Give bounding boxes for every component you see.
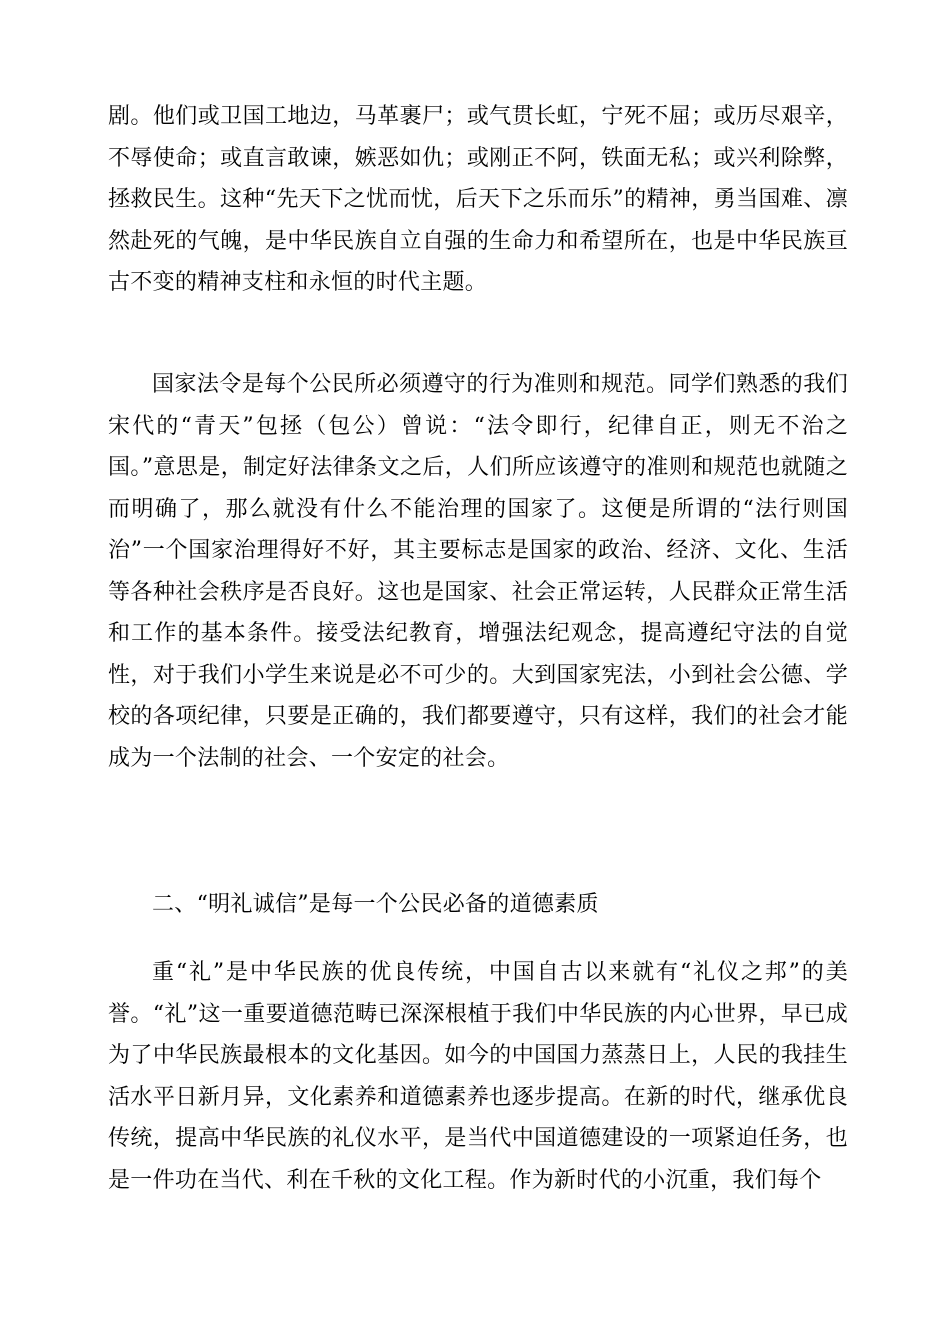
- paragraph-1: 剧。他们或卫国工地边，马革裹尸；或气贯长虹，宁死不屈；或历尽艰辛，不辱使命；或直言敢谏，嫉恶如仇；或刚正不阿，铁面无私；或兴利除弊，拯救民生。这种“先天下之忧而忧，后天下之乐而乐”的精神，勇当国难、凛然赴死的气魄，是中华民族自立自强的生命力和希望所在，也是中华民族亘古不变的精神支柱和永恒的时代主题。: [108, 104, 848, 295]
- paragraph-3: 重“礼”是中华民族的优良传统，中国自古以来就有“礼仪之邦”的美誉。“礼”这一重要道德范畴已深深根植于我们中华民族的内心世界，早已成为了中华民族最根本的文化基因。如今的中国国力蒸蒸日上，人民的我挂生活水平日新月异，文化素养和道德素养也逐步提高。在新的时代，继承优良传统，提高中华民族的礼仪水平，是当代中国道德建设的一项紧迫任务，也是一件功在当代、利在千秋的文化工程。作为新时代的小沉重，我们每个: [108, 960, 848, 1193]
- section-heading: 二、“明礼诚信”是每一个公民必备的道德素质: [152, 892, 599, 917]
- paragraph-2: 国家法令是每个公民所必须遵守的行为准则和规范。同学们熟悉的我们宋代的“青天”包拯（包公）曾说：“法令即行，纪律自正，则无不治之国。”意思是，制定好法律条文之后，人们所应该遵守的准则和规范也就随之而明确了，那么就没有什么不能治理的国家了。这便是所谓的“法行则国治”一个国家治理得好不好，其主要标志是国家的政治、经济、文化、生活等各种社会秩序是否良好。这也是国家、社会正常运转，人民群众正常生活和工作的基本条件。接受法纪教育，增强法纪观念，提高遵纪守法的自觉性，对于我们小学生来说是必不可少的。大到国家宪法，小到社会公德、学校的各项纪律，只要是正确的，我们都要遵守，只有这样，我们的社会才能成为一个法制的社会、一个安定的社会。: [108, 372, 848, 771]
